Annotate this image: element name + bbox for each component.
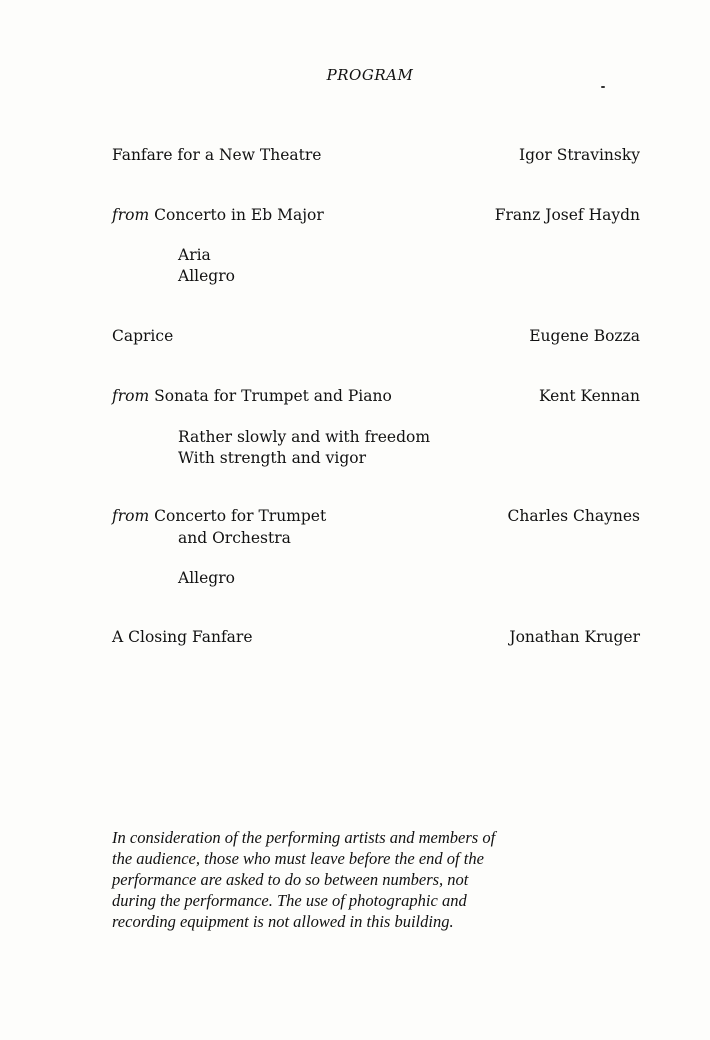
composer-name: Kent Kennan	[539, 387, 640, 405]
movement-list	[178, 245, 235, 287]
page-title: PROGRAM	[326, 66, 414, 84]
composer-name: Jonathan Kruger	[509, 628, 640, 646]
ink-speck	[601, 86, 605, 88]
work-title: Concerto in Eb Major	[154, 206, 324, 224]
movement: With strength and vigor	[178, 449, 367, 467]
work-prefix: from	[112, 507, 150, 525]
movement: Allegro	[178, 569, 235, 587]
movement: Allegro	[178, 267, 235, 285]
notice-line: performance are asked to do so between numbers, not	[112, 870, 469, 889]
movement: Rather slowly and with freedom	[178, 428, 431, 446]
work-title: A Closing Fanfare	[112, 628, 253, 646]
composer-name: Charles Chaynes	[507, 507, 640, 525]
work-prefix: from	[112, 206, 150, 224]
work-title-line	[112, 206, 324, 224]
work-title: Sonata for Trumpet and Piano	[154, 387, 392, 405]
movement: Aria	[178, 246, 211, 264]
notice-line: the audience, those who must leave before the end of the	[112, 849, 484, 868]
work-title: Caprice	[112, 327, 174, 345]
audience-notice	[112, 827, 632, 932]
work-title-line	[112, 507, 326, 525]
work-title: Concerto for Trumpet	[154, 507, 327, 525]
work-title-continued	[178, 528, 291, 549]
notice-line: during the performance. The use of photographic and	[112, 891, 467, 910]
composer-name: Eugene Bozza	[529, 327, 640, 345]
work-title: Fanfare for a New Theatre	[112, 146, 322, 164]
movement-list	[178, 427, 430, 469]
notice-line: In consideration of the performing artists and members of	[112, 828, 496, 847]
movement-list	[178, 568, 235, 589]
notice-line: recording equipment is not allowed in this building.	[112, 912, 454, 931]
work-title-line2: and Orchestra	[178, 529, 291, 547]
composer-name: Franz Josef Haydn	[494, 206, 640, 224]
composer-name: Igor Stravinsky	[518, 146, 640, 164]
work-prefix: from	[112, 387, 150, 405]
work-title-line	[112, 387, 392, 405]
